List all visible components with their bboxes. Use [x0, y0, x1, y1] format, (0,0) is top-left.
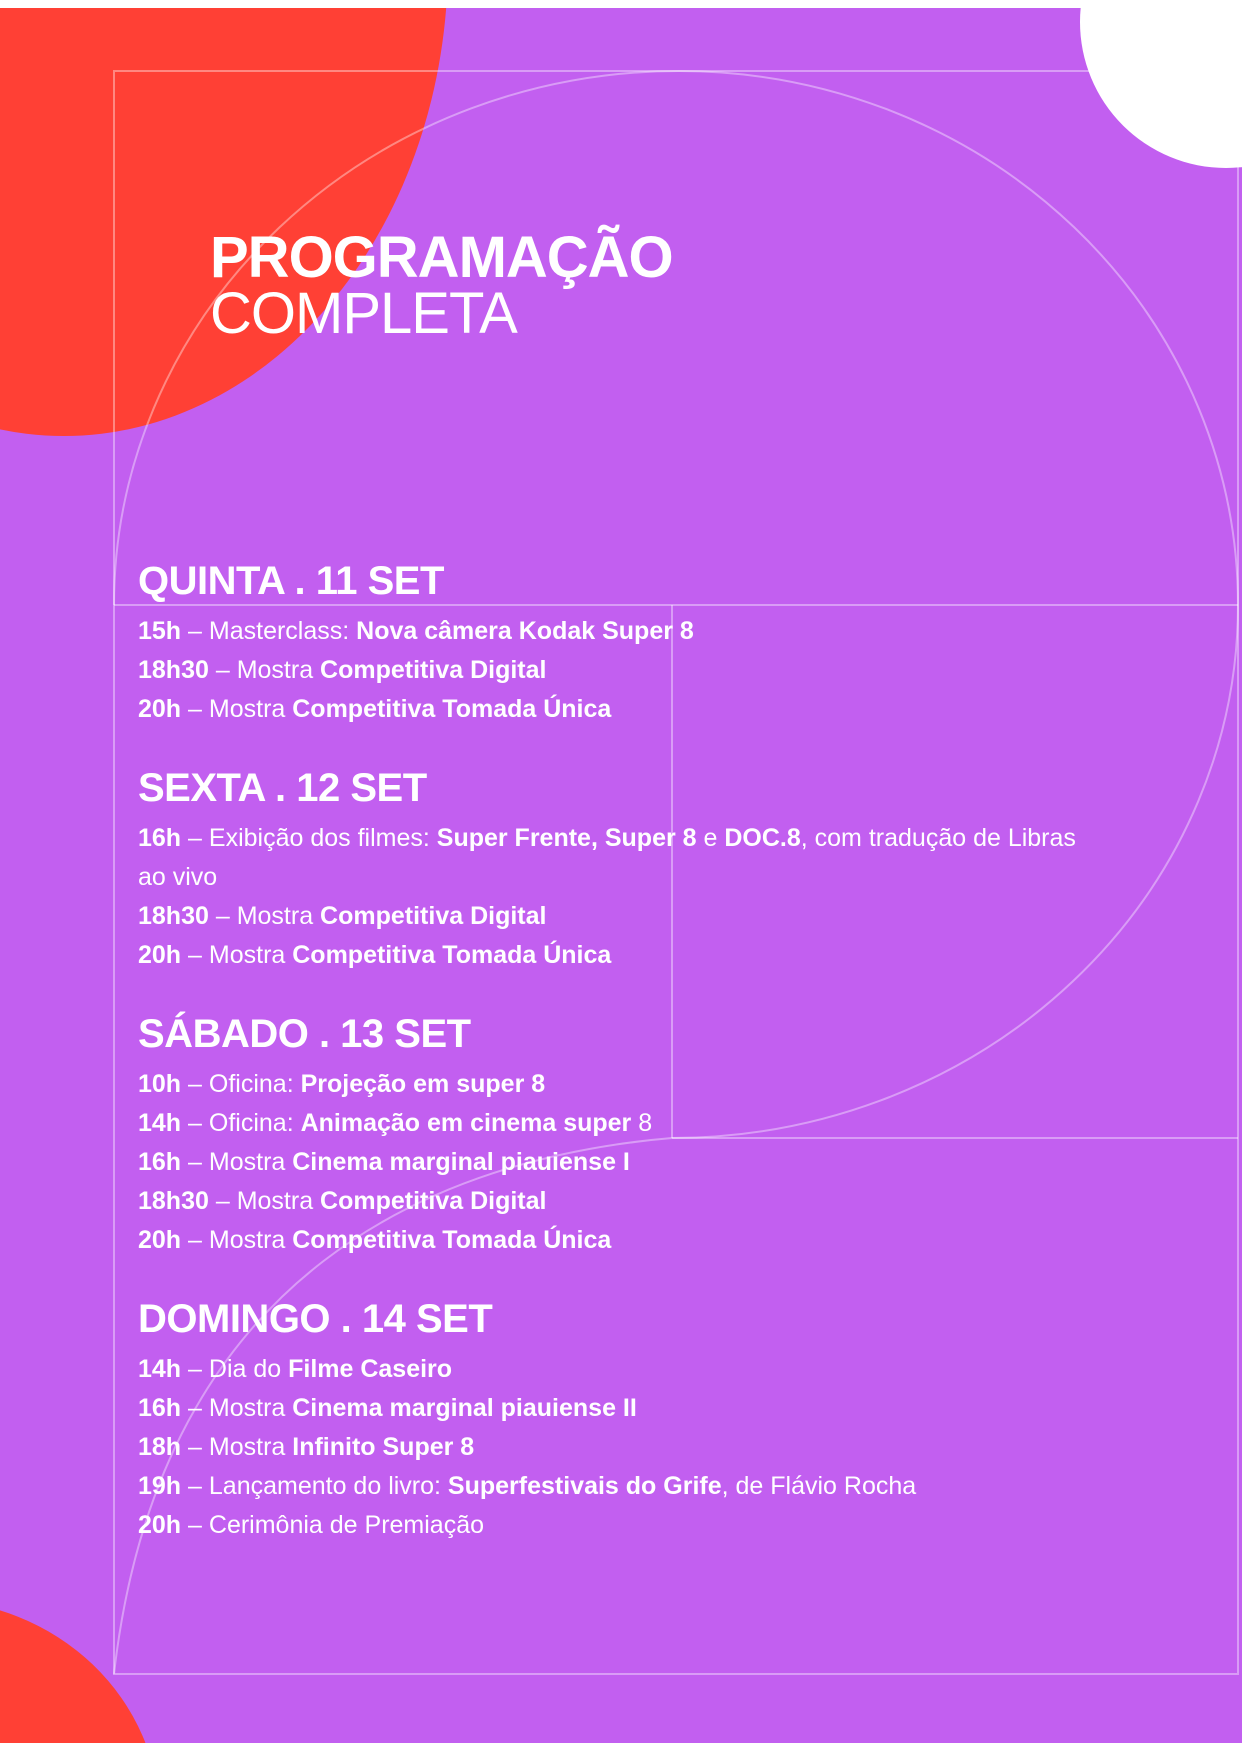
event-highlight: Filme Caseiro — [288, 1355, 453, 1383]
event-time: 15h — [138, 617, 182, 645]
event-text: Masterclass: — [208, 617, 357, 645]
event-text: e — [696, 824, 725, 852]
event-time: 18h30 — [138, 902, 209, 930]
schedule-item — [138, 1143, 1098, 1182]
title-line-2: COMPLETA — [210, 281, 517, 346]
schedule-item — [138, 1350, 1098, 1389]
event-time: 14h — [138, 1355, 182, 1383]
event-text: Mostra — [236, 902, 321, 930]
event-text: Oficina: — [208, 1109, 301, 1137]
event-highlight: Cinema marginal piauiense II — [292, 1394, 637, 1422]
event-time: 19h — [138, 1472, 182, 1500]
event-highlight: Competitiva Digital — [320, 1187, 547, 1215]
schedule-item — [138, 690, 1098, 729]
day-section — [138, 1009, 1098, 1260]
event-text: Mostra — [208, 1148, 293, 1176]
white-circle-decoration — [1080, 8, 1242, 168]
event-time: 20h — [138, 941, 182, 969]
event-separator: – — [208, 656, 237, 684]
event-time: 18h30 — [138, 656, 209, 684]
event-highlight: Cinema marginal piauiense I — [292, 1148, 630, 1176]
event-text: Mostra — [236, 1187, 321, 1215]
schedule-item — [138, 897, 1098, 936]
schedule-item — [138, 1467, 1098, 1506]
schedule-item — [138, 1065, 1098, 1104]
schedule-item — [138, 936, 1098, 975]
red-circle-decoration-bottom — [0, 1600, 160, 1743]
event-text: Mostra — [208, 1394, 293, 1422]
event-highlight: DOC.8 — [724, 824, 801, 852]
event-separator: – — [181, 941, 209, 969]
event-highlight: Competitiva Tomada Única — [292, 695, 612, 723]
event-highlight: Infinito Super 8 — [292, 1433, 475, 1461]
event-highlight: Nova câmera Kodak Super 8 — [356, 617, 694, 645]
event-time: 16h — [138, 1394, 182, 1422]
event-text: Mostra — [236, 656, 321, 684]
event-time: 18h — [138, 1433, 182, 1461]
title-line-1: PROGRAMAÇÃO — [210, 225, 673, 290]
event-time: 20h — [138, 1511, 182, 1539]
event-separator: – — [181, 695, 209, 723]
day-section — [138, 1294, 1098, 1545]
event-separator: – — [181, 824, 209, 852]
event-separator: – — [208, 1187, 237, 1215]
schedule-item — [138, 651, 1098, 690]
event-highlight: Animação em cinema super — [300, 1109, 632, 1137]
event-highlight: Superfestivais do Grife — [447, 1472, 722, 1500]
event-text: Mostra — [208, 695, 293, 723]
event-text: Mostra — [208, 941, 293, 969]
schedule-item — [138, 1104, 1098, 1143]
day-section — [138, 763, 1098, 975]
event-time: 20h — [138, 1226, 182, 1254]
schedule-item — [138, 1389, 1098, 1428]
event-text: Mostra — [208, 1226, 293, 1254]
event-text: Mostra — [208, 1433, 293, 1461]
event-text: Oficina: — [208, 1070, 301, 1098]
schedule-item — [138, 1221, 1098, 1260]
schedule — [138, 556, 1098, 1545]
day-heading: QUINTA . 11 SET — [138, 559, 444, 603]
event-highlight: Competitiva Digital — [320, 656, 547, 684]
day-heading: SEXTA . 12 SET — [138, 766, 427, 810]
event-highlight: Super Frente, Super 8 — [436, 824, 697, 852]
event-separator: – — [208, 902, 237, 930]
poster-page — [0, 8, 1242, 1743]
event-time: 20h — [138, 695, 182, 723]
event-separator: – — [181, 1433, 209, 1461]
day-heading: SÁBADO . 13 SET — [138, 1012, 471, 1056]
schedule-item — [138, 612, 1098, 651]
event-separator: – — [181, 1394, 209, 1422]
event-text: Cerimônia de Premiação — [208, 1511, 485, 1539]
event-separator: – — [181, 1070, 209, 1098]
event-separator: – — [181, 1148, 209, 1176]
event-separator: – — [181, 1109, 209, 1137]
event-highlight: Projeção em super 8 — [300, 1070, 546, 1098]
schedule-item — [138, 1428, 1098, 1467]
event-text: Dia do — [208, 1355, 289, 1383]
schedule-item — [138, 819, 1098, 897]
event-time: 16h — [138, 824, 182, 852]
event-highlight: Competitiva Digital — [320, 902, 547, 930]
event-time: 14h — [138, 1109, 182, 1137]
event-text: Lançamento do livro: — [208, 1472, 448, 1500]
page-title — [210, 225, 673, 346]
event-separator: – — [181, 617, 209, 645]
day-heading: DOMINGO . 14 SET — [138, 1297, 493, 1341]
event-time: 16h — [138, 1148, 182, 1176]
event-text: Exibição dos filmes: — [208, 824, 437, 852]
event-separator: – — [181, 1226, 209, 1254]
event-separator: – — [181, 1355, 209, 1383]
event-text: , de Flávio Rocha — [721, 1472, 917, 1500]
event-time: 18h30 — [138, 1187, 209, 1215]
schedule-item — [138, 1506, 1098, 1545]
event-text: 8 — [631, 1109, 653, 1137]
event-time: 10h — [138, 1070, 182, 1098]
red-circle-decoration — [0, 8, 448, 436]
event-text: , com tradução de Libras ao vivo — [138, 824, 1076, 891]
schedule-item — [138, 1182, 1098, 1221]
day-section — [138, 556, 1098, 729]
event-highlight: Competitiva Tomada Única — [292, 1226, 612, 1254]
event-separator: – — [181, 1511, 209, 1539]
event-highlight: Competitiva Tomada Única — [292, 941, 612, 969]
event-separator: – — [181, 1472, 209, 1500]
